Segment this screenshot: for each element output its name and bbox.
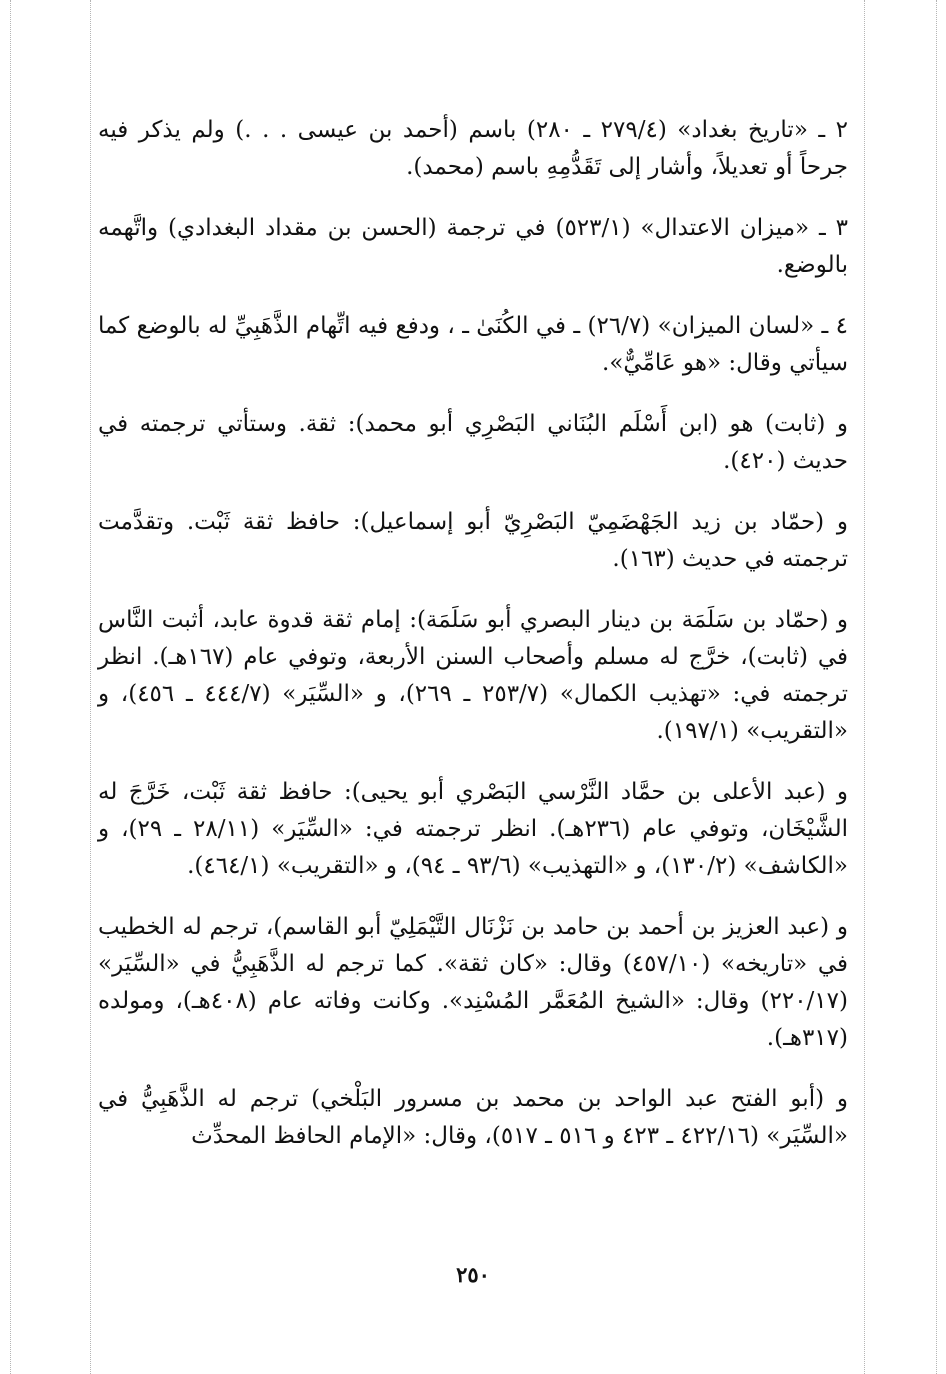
page-body (98, 112, 848, 1179)
paragraph-narrator-hammad-salama: و (حمّاد بن سَلَمَة بن دينار البصري أبو سَلَمَة): إمام ثقة قدوة عابد، أثبت النَّاس في (ثابت)، خرَّج له مسلم وأصحاب السنن الأربعة، وتوفي عام (١٦٧هـ). انظر ترجمته في: «تهذيب الكمال» (٢٥٣/٧ ـ ٢٦٩)، و «السِّيَر» (٤٤٤/٧ ـ ٤٥٦)، و «التقريب» (١٩٧/١). (98, 607, 848, 744)
left-margin-guide (90, 0, 91, 1374)
paragraph-narrator-abd-alala: و (عبد الأعلى بن حمَّاد النَّرْسي البَصْري أبو يحيى): حافظ ثقة ثَبْت، خَرَّجَ له الشَّيْخَان، وتوفي عام (٢٣٦هـ). انظر ترجمته في: «السِّيَر» (٢٨/١١ ـ ٢٩)، و «الكاشف» (١٣٠/٢)، و «التهذيب» (٩٣/٦ ـ ٩٤)، و «التقريب» (٤٦٤/١). (98, 779, 848, 879)
right-margin-guide (936, 0, 937, 1374)
paragraph-source-4: ٤ ـ «لسان الميزان» (٢٦/٧) ـ في الكُنَىٰ ـ ، ودفع فيه اتِّهام الذَّهَبِيِّ له بالوضع كما سيأتي وقال: «هو عَامِّيٌّ». (98, 313, 848, 376)
paragraph-narrator-hammad-zayd: و (حمّاد بن زيد الجَهْضَمِيّ البَصْرِيّ أبو إسماعيل): حافظ ثقة ثَبْت. وتقدَّمت ترجمته في حديث (١٦٣). (98, 509, 848, 572)
paragraph-narrator-abu-alfath: و (أبو الفتح عبد الواحد بن محمد بن مسرور البَلْخي) ترجم له الذَّهَبِيُّ في «السِّيَر» (٤٢٢/١٦ ـ ٤٢٣ و ٥١٦ ـ ٥١٧)، وقال: «الإمام الحافظ المحدِّث (98, 1086, 848, 1149)
paragraph-narrator-abd-alaziz: و (عبد العزيز بن أحمد بن حامد بن نَزْنَال التَّيْمَلِيّ أبو القاسم)، ترجم له الخطيب في «تاريخه» (٤٥٧/١٠) وقال: «كان ثقة». كما ترجم له الذَّهَبِيُّ في «السِّيَر» (٢٢٠/١٧) وقال: «الشيخ المُعَمَّر المُسْنِد». وكانت وفاته عام (٤٠٨هـ)، ومولده (٣١٧هـ). (98, 914, 849, 1051)
right-margin-guide (864, 0, 865, 1374)
left-margin-guide (10, 0, 11, 1374)
paragraph-narrator-thabit: و (ثابت) هو (ابن أَسْلَم البُنَاني البَصْرِي أبو محمد): ثقة. وستأتي ترجمته في حديث (٤٢٠). (98, 411, 848, 474)
page-number: ٢٥٠ (456, 1262, 490, 1287)
paragraph-source-2: ٢ ـ «تاريخ بغداد» (٢٧٩/٤ ـ ٢٨٠) باسم (أحمد بن عيسى . . .) ولم يذكر فيه جرحاً أو تعديلاً، وأشار إلى تَقَدُّمِهِ باسم (محمد). (98, 117, 848, 180)
paragraph-source-3: ٣ ـ «ميزان الاعتدال» (٥٢٣/١) في ترجمة (الحسن بن مقداد البغدادي) واتَّهمه بالوضع. (98, 215, 848, 278)
